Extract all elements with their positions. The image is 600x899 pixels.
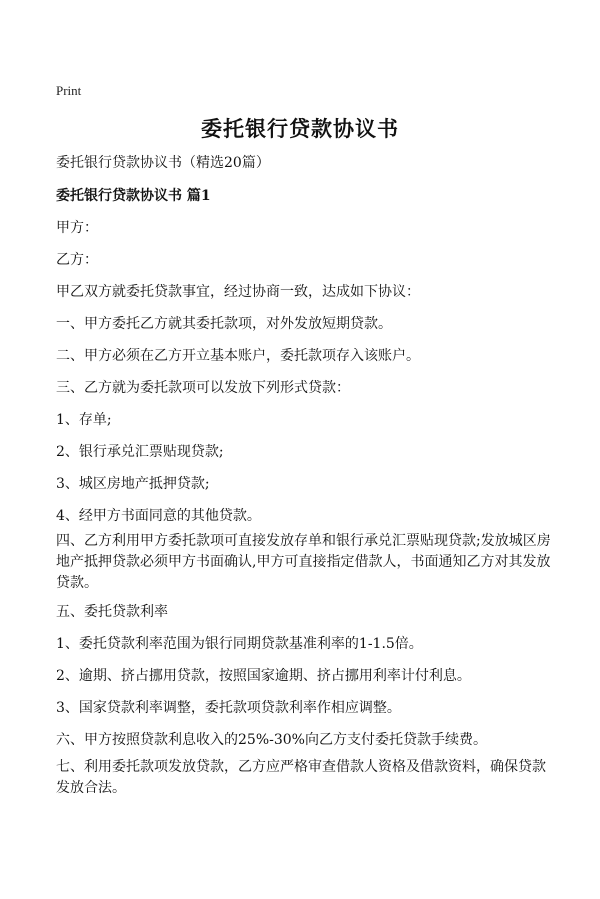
list-item: 4、经甲方书面同意的其他贷款。: [56, 508, 261, 524]
paragraph: 三、乙方就为委托款项可以发放下列形式贷款：: [56, 380, 350, 396]
document-subtitle: 委托银行贷款协议书（精选20篇）: [56, 155, 270, 171]
paragraph: 四、乙方利用甲方委托款项可直接发放存单和银行承兑汇票贴现贷款;发放城区房地产抵押贷款必须甲方书面确认,甲方可直接指定借款人，书面通知乙方对其发放贷款。: [56, 533, 551, 591]
paragraph: 七、利用委托款项发放贷款，乙方应严格审查借款人资格及借款资料，确保贷款发放合法。: [56, 759, 546, 796]
party-a-line: 甲方：: [56, 220, 98, 236]
section-five-heading: 五、委托贷款利率: [56, 604, 168, 620]
list-item: 1、存单;: [56, 412, 112, 428]
print-link[interactable]: Print: [56, 83, 82, 98]
paragraph: 二、甲方必须在乙方开立基本账户，委托款项存入该账户。: [56, 348, 420, 364]
section-heading: 委托银行贷款协议书 篇1: [56, 188, 211, 204]
paragraph: 一、甲方委托乙方就其委托款项，对外发放短期贷款。: [56, 316, 392, 332]
list-item: 2、逾期、挤占挪用贷款，按照国家逾期、挤占挪用利率计付利息。: [56, 668, 471, 684]
paragraph: 甲乙双方就委托贷款事宜，经过协商一致，达成如下协议：: [56, 284, 420, 300]
page-title: 委托银行贷款协议书: [201, 116, 399, 141]
list-item: 3、城区房地产抵押贷款;: [56, 476, 210, 492]
list-item: 3、国家贷款利率调整，委托款项贷款利率作相应调整。: [56, 700, 401, 716]
list-item: 1、委托贷款利率范围为银行同期贷款基准利率的1-1.5倍。: [56, 636, 423, 652]
party-b-line: 乙方：: [56, 252, 98, 268]
list-item: 2、银行承兑汇票贴现贷款;: [56, 444, 224, 460]
paragraph: 六、甲方按照贷款利息收入的25%-30%向乙方支付委托贷款手续费。: [56, 732, 487, 748]
